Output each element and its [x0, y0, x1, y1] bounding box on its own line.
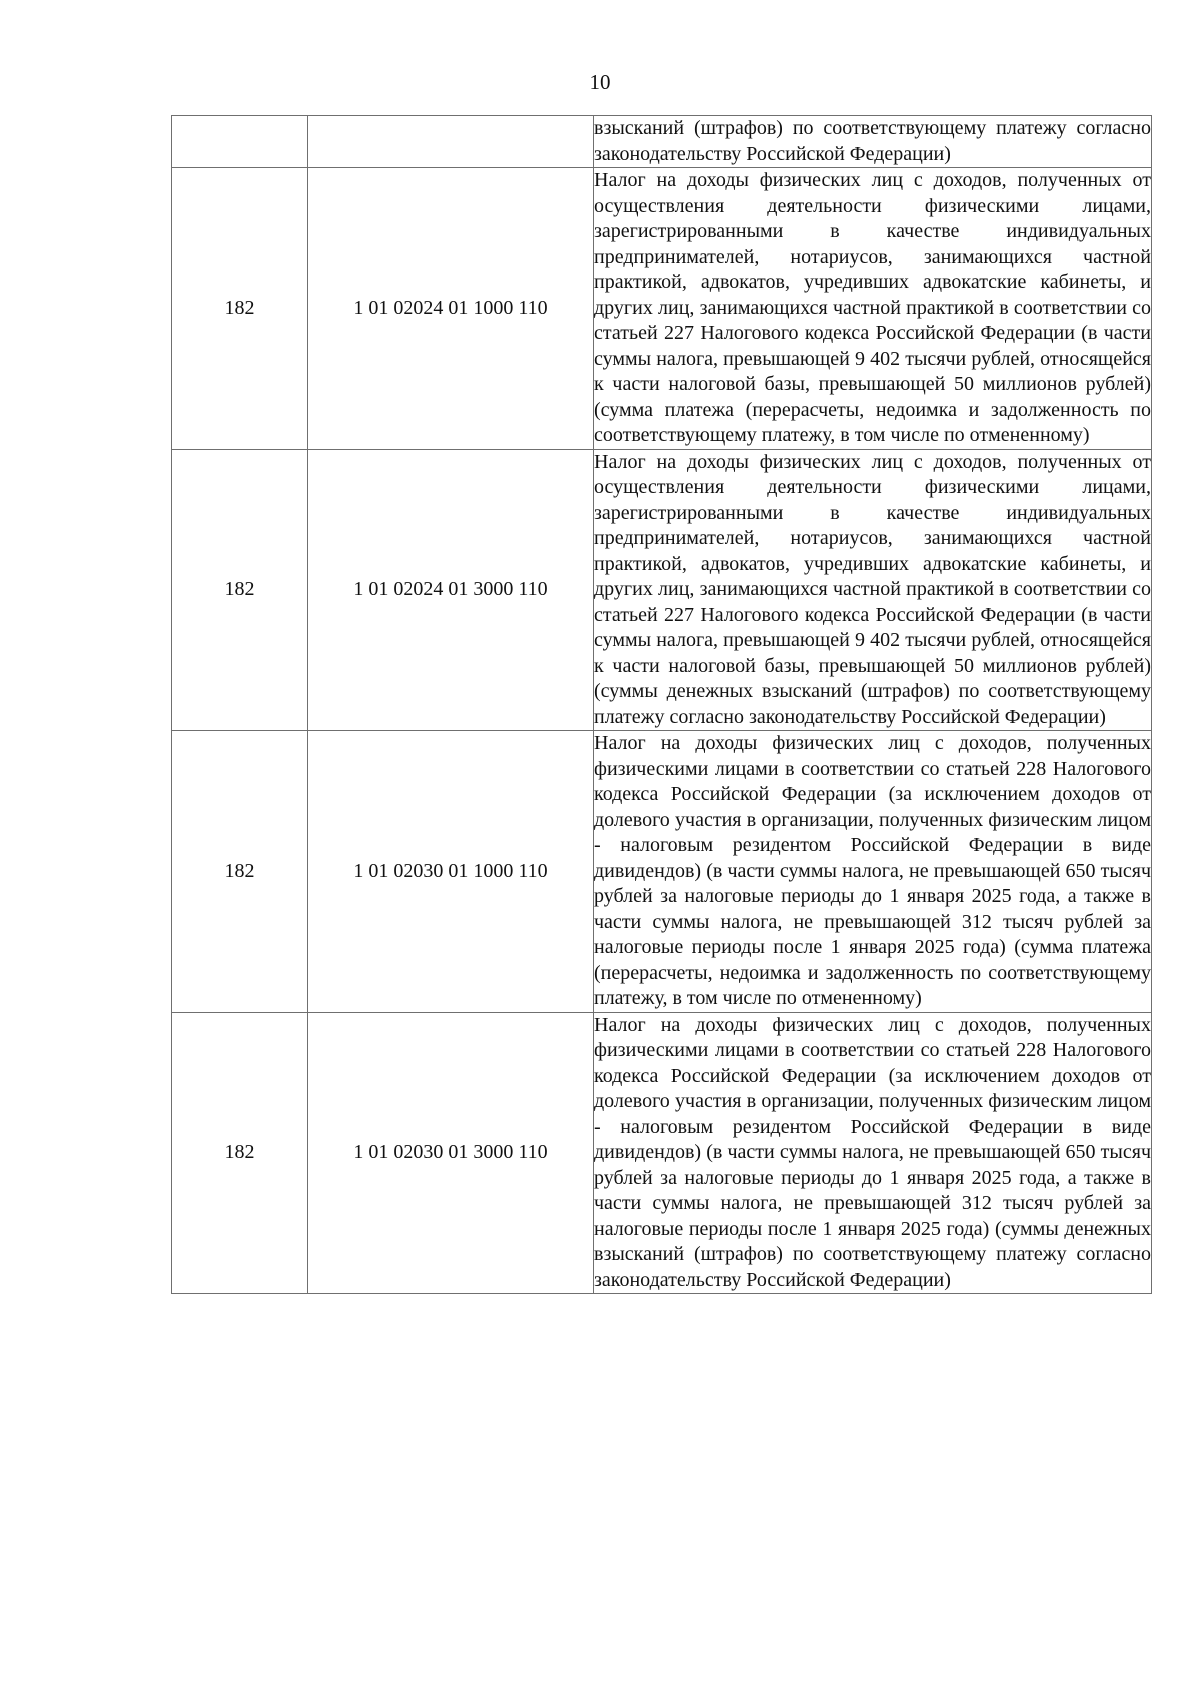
classification-code-cell: [308, 116, 594, 168]
classification-code-cell: 1 01 02024 01 1000 110: [308, 168, 594, 450]
page-number: 10: [589, 70, 611, 94]
income-description-cell: Налог на доходы физических лиц с доходов, полученных физическими лицами в соответствии со статьей 228 Налогового кодекса Российской Федерации (за исключением доходов от долевого участия в организации, полученных физическим лицом - налоговым резидентом Российской Федерации в виде дивидендов) (в части суммы налога, не превышающей 650 тысяч рублей за налоговые периоды до 1 января 2025 года, а также в части суммы налога, не превышающей 312 тысяч рублей за налоговые периоды после 1 января 2025 года) (сумма платежа (перерасчеты, недоимка и задолженность по соответствующему платежу, в том числе по отмененному): [594, 731, 1152, 1013]
table-row: [172, 116, 1152, 168]
income-description-cell: взысканий (штрафов) по соответствующему платежу согласно законодательству Российской Федерации): [594, 116, 1152, 168]
table-row: [172, 1012, 1152, 1294]
income-description-cell: Налог на доходы физических лиц с доходов, полученных от осуществления деятельности физическими лицами, зарегистрированными в качестве индивидуальных предпринимателей, нотариусов, занимающихся частной практикой, адвокатов, учредивших адвокатские кабинеты, и других лиц, занимающихся частной практикой в соответствии со статьей 227 Налогового кодекса Российской Федерации (в части суммы налога, превышающей 9 402 тысячи рублей, относящейся к части налоговой базы, превышающей 50 миллионов рублей) (сумма платежа (перерасчеты, недоимка и задолженность по соответствующему платежу, в том числе по отмененному): [594, 168, 1152, 450]
classification-code-cell: 1 01 02030 01 1000 110: [308, 731, 594, 1013]
classification-code-cell: 1 01 02024 01 3000 110: [308, 449, 594, 731]
income-description-cell: Налог на доходы физических лиц с доходов, полученных физическими лицами в соответствии со статьей 228 Налогового кодекса Российской Федерации (за исключением доходов от долевого участия в организации, полученных физическим лицом - налоговым резидентом Российской Федерации в виде дивидендов) (в части суммы налога, не превышающей 650 тысяч рублей за налоговые периоды до 1 января 2025 года, а также в части суммы налога, не превышающей 312 тысяч рублей за налоговые периоды после 1 января 2025 года) (суммы денежных взысканий (штрафов) по соответствующему платежу согласно законодательству Российской Федерации): [594, 1012, 1152, 1294]
income-description-cell: Налог на доходы физических лиц с доходов, полученных от осуществления деятельности физическими лицами, зарегистрированными в качестве индивидуальных предпринимателей, нотариусов, занимающихся частной практикой, адвокатов, учредивших адвокатские кабинеты, и других лиц, занимающихся частной практикой в соответствии со статьей 227 Налогового кодекса Российской Федерации (в части суммы налога, превышающей 9 402 тысячи рублей, относящейся к части налоговой базы, превышающей 50 миллионов рублей) (суммы денежных взысканий (штрафов) по соответствующему платежу согласно законодательству Российской Федерации): [594, 449, 1152, 731]
classification-code-cell: 1 01 02030 01 3000 110: [308, 1012, 594, 1294]
budget-classification-table: [171, 115, 1152, 1294]
admin-code-cell: [172, 116, 308, 168]
admin-code-cell: 182: [172, 168, 308, 450]
admin-code-cell: 182: [172, 731, 308, 1013]
admin-code-cell: 182: [172, 449, 308, 731]
table-row: [172, 449, 1152, 731]
table-row: [172, 168, 1152, 450]
admin-code-cell: 182: [172, 1012, 308, 1294]
table-row: [172, 731, 1152, 1013]
